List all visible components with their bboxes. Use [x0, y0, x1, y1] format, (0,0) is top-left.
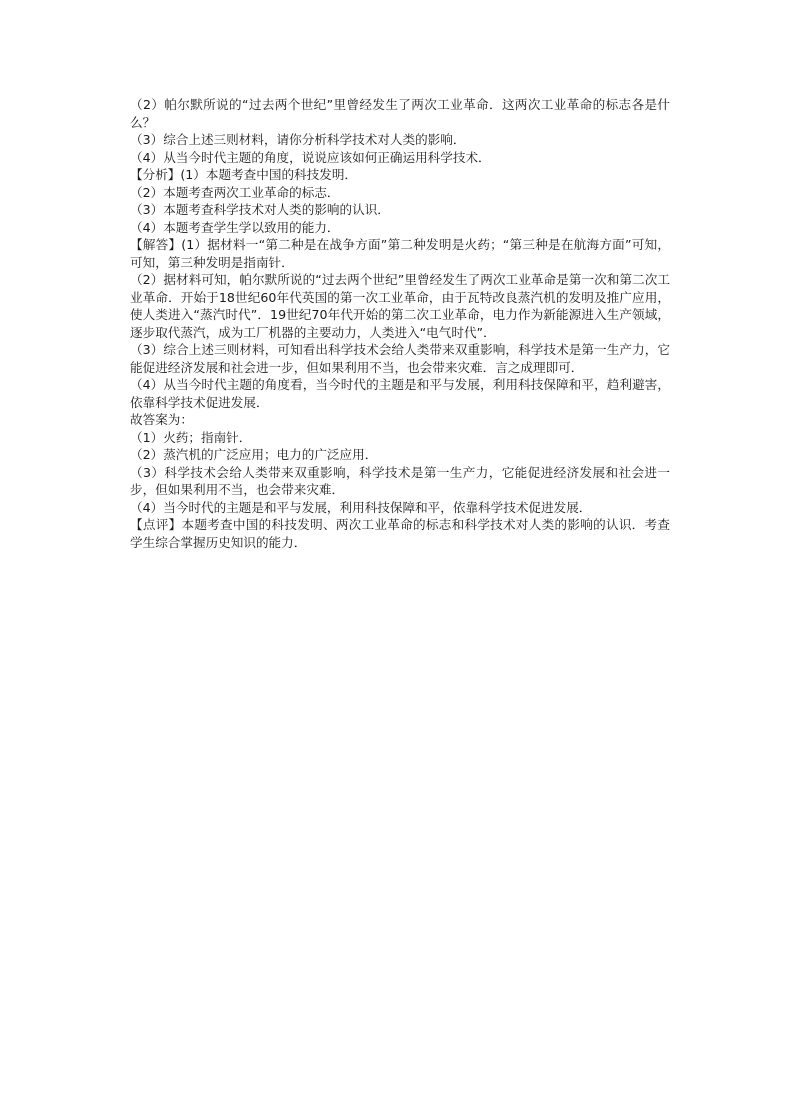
- answer-3: （3）科学技术会给人类带来双重影响，科学技术是第一生产力，它能促进经济发展和社会进一步，但如果利用不当，也会带来灾难．: [130, 464, 670, 497]
- analysis-4: （4）本题考查学生学以致用的能力．: [130, 219, 340, 235]
- solution-3: （3）综合上述三则材料，可知看出科学技术会给人类带来双重影响，科学技术是第一生产力，它能促进经济发展和社会进一步，但如果利用不当，也会带来灾难．言之成理即可．: [130, 342, 670, 375]
- comment: 【点评】本题考查中国的科技发明、两次工业革命的标志和科学技术对人类的影响的认识．考查学生综合掌握历史知识的能力．: [130, 517, 670, 550]
- answer-4: （4）当今时代的主题是和平与发展，利用科技保障和平，依靠科学技术促进发展．: [130, 499, 592, 515]
- answer-text-block: [130, 96, 670, 551]
- answer-heading: 故答案为：: [130, 412, 193, 427]
- answer-1: （1）火药；指南针．: [130, 429, 252, 445]
- question-4: （4）从当今时代主题的角度，说说应该如何正确运用科学技术．: [130, 149, 491, 165]
- question-3: （3）综合上述三则材料，请你分析科学技术对人类的影响．: [130, 132, 466, 147]
- analysis-2: （2）本题考查两次工业革命的标志．: [130, 184, 340, 200]
- analysis-1: 【分析】(1）本题考查中国的科技发明．: [130, 167, 358, 182]
- solution-4: （4）从当今时代主题的角度看，当今时代的主题是和平与发展，利用科技保障和平，趋利避害，依靠科学技术促进发展．: [130, 377, 670, 410]
- solution-1: 【解答】(1）据材料一“第二种是在战争方面”第二种发明是火药；“第三种是在航海方面”可知，可知，第三种发明是指南针．: [130, 237, 670, 270]
- answer-2: （2）蒸汽机的广泛应用；电力的广泛应用．: [130, 447, 378, 462]
- solution-2: （2）据材料可知，帕尔默所说的“过去两个世纪”里曾经发生了两次工业革命是第一次和第二次工业革命．开始于18世纪60年代英国的第一次工业革命，由于瓦特改良蒸汽机的发明及推广应用，使人类进入“蒸汽时代”．19世纪70年代开始的第二次工业革命，电力作为新能源进入生产领域，逐步取代蒸汽，成为工厂机器的主要动力，人类进入“电气时代”．: [130, 272, 670, 340]
- question-2: （2）帕尔默所说的“过去两个世纪”里曾经发生了两次工业革命．这两次工业革命的标志各是什么？: [130, 97, 670, 130]
- analysis-3: （3）本题考查科学技术对人类的影响的认识．: [130, 202, 390, 217]
